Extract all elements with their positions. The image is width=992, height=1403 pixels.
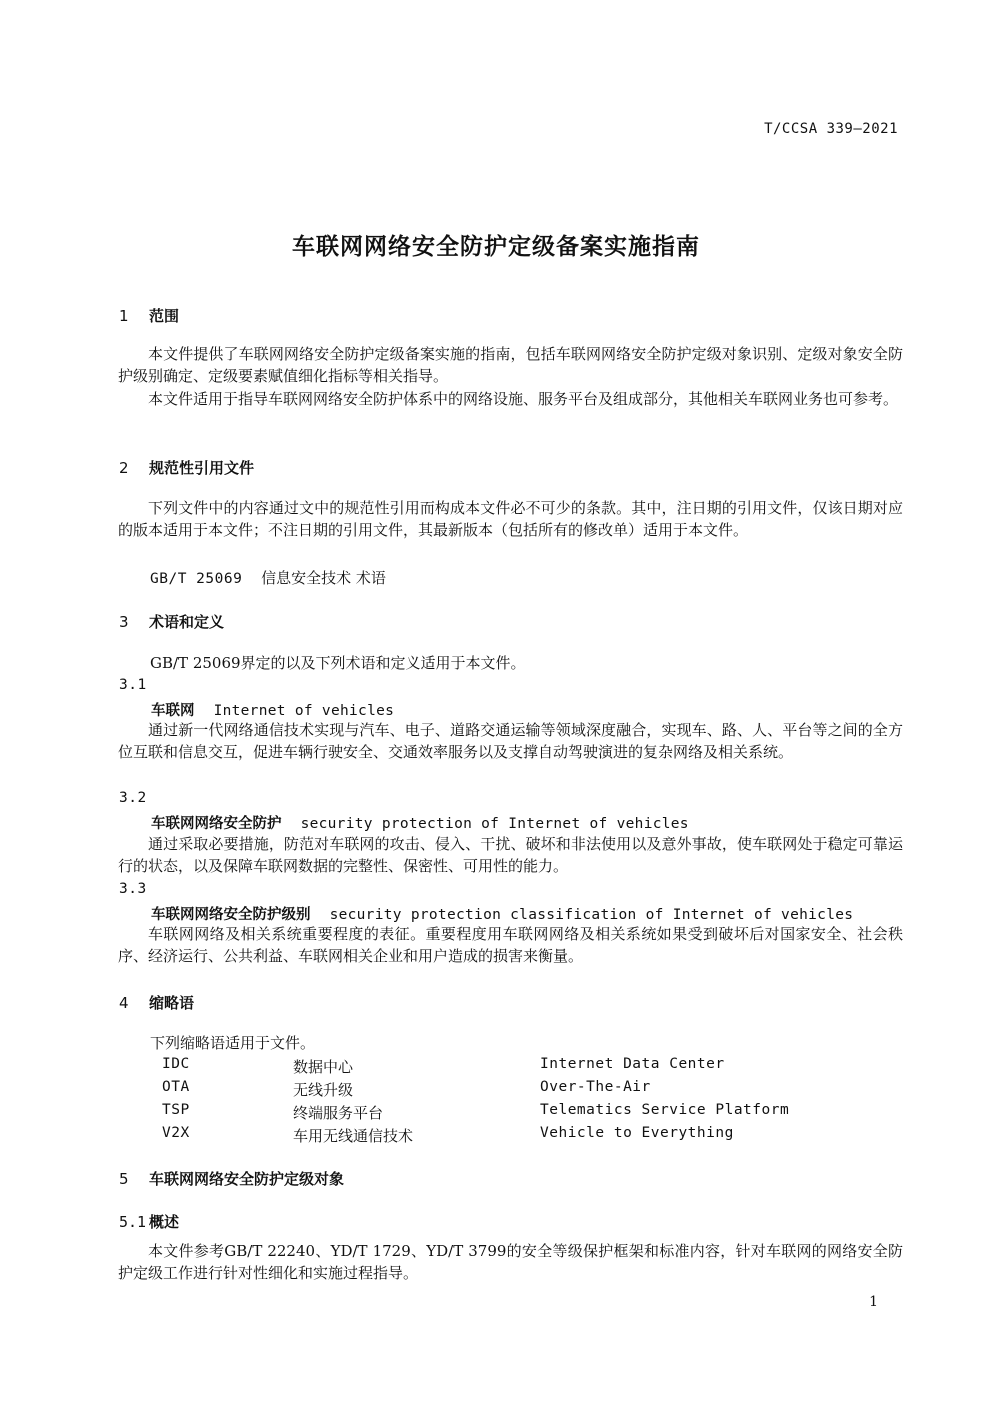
abbr-code: OTA [162, 1079, 190, 1095]
term-en: security protection classification of Internet of vehicles [329, 907, 854, 923]
section-number: 3 [119, 613, 129, 631]
paragraph: 下列缩略语适用于文件。 [150, 1034, 316, 1052]
subsection-5-1-heading [119, 1211, 179, 1232]
section-title: 车联网网络安全防护定级对象 [149, 1170, 345, 1188]
abbr-code: V2X [162, 1125, 190, 1141]
section-3-heading [119, 611, 224, 632]
term-en: Internet of vehicles [213, 703, 395, 719]
abbr-en: Internet Data Center [540, 1056, 725, 1072]
section-number: 1 [119, 307, 129, 325]
normative-reference [150, 567, 386, 588]
section-title: 缩略语 [149, 994, 195, 1012]
section-title: 规范性引用文件 [149, 459, 255, 477]
section-title: 范围 [149, 307, 180, 325]
reference-code: GB/T 25069 [150, 571, 243, 587]
term-heading [151, 699, 394, 720]
term-cn: 车联网 [151, 703, 195, 719]
term-number: 3.1 [119, 677, 147, 693]
page-title: 车联网网络安全防护定级备案实施指南 [292, 234, 700, 260]
term-cn: 车联网网络安全防护级别 [151, 907, 311, 923]
abbr-en: Over-The-Air [540, 1079, 651, 1095]
abbr-en: Vehicle to Everything [540, 1125, 734, 1141]
section-1-heading [119, 305, 179, 326]
page-number: 1 [869, 1294, 878, 1310]
paragraph: 本文件参考GB/T 22240、YD/T 1729、YD/T 3799的安全等级保护框架和标准内容，针对车联网的网络安全防护定级工作进行针对性细化和实施过程指导。 [118, 1242, 903, 1282]
abbr-cn: 无线升级 [293, 1081, 354, 1099]
section-number: 5 [119, 1170, 129, 1188]
abbr-cn: 车用无线通信技术 [293, 1127, 414, 1145]
section-number: 2 [119, 459, 129, 477]
term-cn: 车联网网络安全防护 [151, 816, 282, 832]
term-number: 3.2 [119, 790, 147, 806]
section-2-heading [119, 457, 254, 478]
section-number: 4 [119, 994, 129, 1012]
paragraph: 本文件提供了车联网网络安全防护定级备案实施的指南，包括车联网网络安全防护定级对象识别、定级对象安全防护级别确定、定级要素赋值细化指标等相关指导。 [118, 345, 903, 385]
section-5-heading [119, 1168, 344, 1189]
section-4-heading [119, 992, 194, 1013]
paragraph: 下列文件中的内容通过文中的规范性引用而构成本文件必不可少的条款。其中，注日期的引用文件，仅该日期对应的版本适用于本文件；不注日期的引用文件，其最新版本（包括所有的修改单）适用于本文件。 [118, 499, 903, 539]
term-heading [151, 812, 689, 833]
abbr-en: Telematics Service Platform [540, 1102, 790, 1118]
paragraph: 本文件适用于指导车联网网络安全防护体系中的网络设施、服务平台及组成部分，其他相关车联网业务也可参考。 [148, 390, 899, 408]
term-heading [151, 903, 853, 924]
subsection-number: 5.1 [119, 1213, 147, 1231]
term-number: 3.3 [119, 881, 147, 897]
subsection-title: 概述 [149, 1213, 180, 1231]
abbr-cn: 终端服务平台 [293, 1104, 384, 1122]
term-definition: 通过新一代网络通信技术实现与汽车、电子、道路交通运输等领域深度融合，实现车、路、人、平台等之间的全方位互联和信息交互，促进车辆行驶安全、交通效率服务以及支撑自动驾驶演进的复杂网络及相关系统。 [118, 721, 903, 761]
reference-title: 信息安全技术 术语 [261, 569, 386, 587]
section-title: 术语和定义 [149, 613, 225, 631]
abbr-code: IDC [162, 1056, 190, 1072]
term-en: security protection of Internet of vehicles [300, 816, 689, 832]
document-code: T/CCSA 339—2021 [764, 121, 898, 137]
paragraph: GB/T 25069界定的以及下列术语和定义适用于本文件。 [150, 654, 526, 672]
abbr-cn: 数据中心 [293, 1058, 354, 1076]
abbr-code: TSP [162, 1102, 190, 1118]
term-definition: 通过采取必要措施，防范对车联网的攻击、侵入、干扰、破坏和非法使用以及意外事故，使车联网处于稳定可靠运行的状态，以及保障车联网数据的完整性、保密性、可用性的能力。 [118, 835, 903, 875]
term-definition: 车联网网络及相关系统重要程度的表征。重要程度用车联网网络及相关系统如果受到破坏后对国家安全、社会秩序、经济运行、公共利益、车联网相关企业和用户造成的损害来衡量。 [118, 925, 903, 965]
